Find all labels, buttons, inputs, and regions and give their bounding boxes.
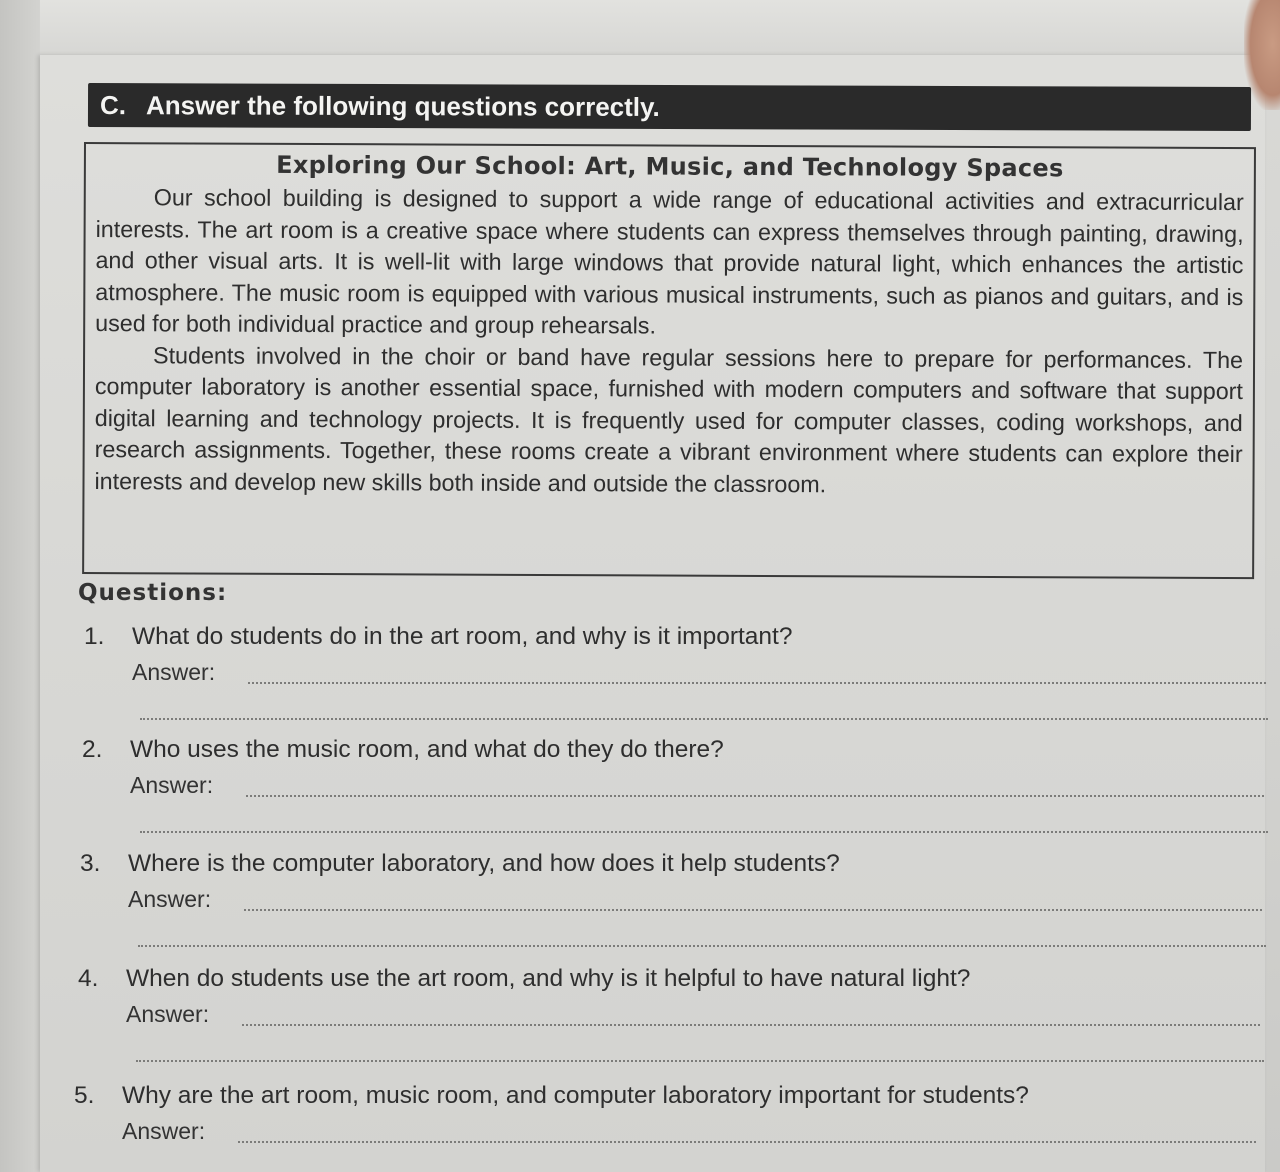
answer-label: Answer: bbox=[132, 659, 216, 685]
answer-blank-line[interactable] bbox=[136, 1032, 1274, 1068]
answer-label: Answer: bbox=[130, 772, 214, 798]
answer-line[interactable] bbox=[122, 1113, 1266, 1149]
answer-dotted-line bbox=[248, 682, 1266, 684]
answer-line[interactable] bbox=[128, 881, 1272, 917]
answer-dotted-line bbox=[246, 795, 1264, 797]
question-text: Why are the art room, music room, and computer laboratory important for students? bbox=[122, 1082, 1029, 1109]
question-number: 1. bbox=[84, 623, 105, 650]
answer-blank-line[interactable] bbox=[140, 690, 1278, 726]
passage-title: Exploring Our School: Art, Music, and Technology Spaces bbox=[276, 150, 1064, 183]
answer-label: Answer: bbox=[126, 1001, 210, 1027]
question-4 bbox=[72, 962, 1272, 1068]
answer-label: Answer: bbox=[128, 886, 212, 912]
question-number: 2. bbox=[82, 736, 103, 763]
answer-line[interactable] bbox=[126, 996, 1270, 1032]
question-1 bbox=[72, 620, 1272, 726]
answer-dotted-line bbox=[136, 1060, 1264, 1062]
question-2 bbox=[72, 733, 1272, 839]
question-5 bbox=[72, 1079, 1272, 1149]
answer-dotted-line bbox=[140, 831, 1268, 833]
previous-page-edge bbox=[0, 0, 1280, 61]
answer-dotted-line bbox=[138, 945, 1266, 947]
answer-line[interactable] bbox=[132, 654, 1276, 690]
answer-dotted-line bbox=[140, 718, 1268, 720]
answer-dotted-line bbox=[242, 1024, 1260, 1026]
passage-paragraph-1: Our school building is designed to support a wide range of educational activities and extracurricular interests. The art room is a creative space where students can express themselves through painting, drawing, and other visual arts. It is well-lit with large windows that provide natural light, which enhances the artistic atmosphere. The music room is equipped with various musical instruments, such as pianos and guitars, and is used for both individual practice and group rehearsals. bbox=[95, 184, 1244, 339]
question-number: 4. bbox=[78, 965, 99, 992]
question-text: Who uses the music room, and what do they do there? bbox=[130, 736, 724, 763]
passage-body bbox=[94, 182, 1243, 502]
question-text: When do students use the art room, and why is it helpful to have natural light? bbox=[126, 965, 971, 992]
answer-line[interactable] bbox=[130, 767, 1274, 803]
question-text: Where is the computer laboratory, and how does it help students? bbox=[128, 850, 840, 877]
answer-dotted-line bbox=[244, 909, 1262, 911]
question-number: 5. bbox=[74, 1082, 95, 1109]
answer-dotted-line bbox=[238, 1141, 1256, 1143]
answer-blank-line[interactable] bbox=[140, 803, 1278, 839]
question-number: 3. bbox=[80, 850, 101, 877]
passage-paragraph-2: Students involved in the choir or band have regular sessions here to prepare for performances. The computer laboratory is another essential space, furnished with modern computers and software that support digital learning and technology projects. It is frequently used for computer classes, coding workshops, and research assignments. Together, these rooms create a vibrant environment where students can explore their interests and develop new skills both inside and outside the classroom. bbox=[94, 341, 1244, 497]
section-instruction-bar bbox=[88, 83, 1251, 131]
reading-passage-box bbox=[82, 142, 1256, 579]
section-letter: C. bbox=[99, 90, 127, 121]
questions-heading: Questions: bbox=[78, 580, 228, 606]
question-3 bbox=[72, 847, 1272, 953]
section-instruction: Answer the following questions correctly. bbox=[145, 90, 660, 122]
answer-blank-line[interactable] bbox=[138, 917, 1276, 953]
answer-label: Answer: bbox=[122, 1118, 206, 1144]
question-text: What do students do in the art room, and why is it important? bbox=[132, 623, 793, 650]
page-gutter bbox=[0, 0, 40, 1172]
